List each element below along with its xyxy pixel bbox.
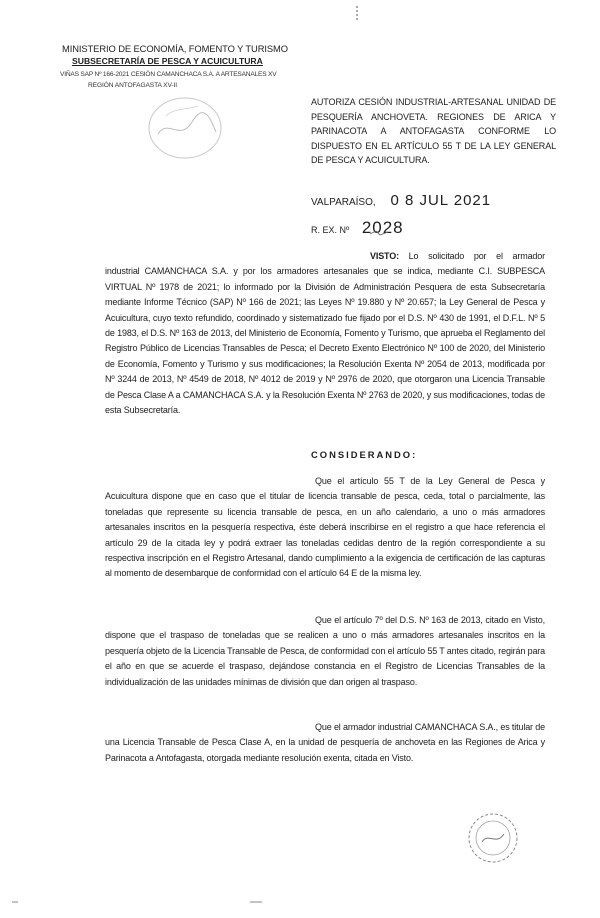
considerando-paragraph-1: Que el artículo 55 T de la Ley General de Pesca y Acuicultura dispone que en caso que el titular de licencia transable de pesca, ceda, total o parcialmente, las toneladas que represente su licencia transable de pesca, en un año calendario, a uno o más armadores artesanales inscritos en la pesquería respectiva, éste deberá inscribirse en el registro a que hace referencia el artículo 29 de la citada ley y podrá extraer las toneladas cedidas dentro de la región correspondiente a su respectiva inscripción en el Registro Artesanal, dando cumplimiento a la exigencia de certificación de las capturas al momento de desembarque de conformidad con el artículo 64 E de la misma ley. [105, 476, 545, 579]
subsecretaria-name: SUBSECRETARÍA DE PESCA Y ACUICULTURA [72, 56, 263, 66]
visto-text: Lo solicitado por el armador industrial CAMANCHACA S.A. y por los armadores artesanales que se indica, mediante C.I. SUBPESCA VIRTUAL Nº 1978 de 2021; lo informado por la División de Administración Pesquera de esta Subsecretaría mediante Informe Técnico (SAP) Nº 166 de 2021; las Leyes Nº 19.880 y Nº 20.657; la Ley General de Pesca y Acuicultura, cuyo texto refundido, coordinado y sistematizado fue fijado por el D.S. Nº 430 de 1991, el D.F.L. Nº 5 de 1983, el D.S. Nº 163 de 2013, del Ministerio de Economía, Fomento y Turismo, que aprueba el Reglamento del Registro Público de Licencias Transables de Pesca; el Decreto Exento Electrónico Nº 100 de 2020, del Ministerio de Economía, Fomento y Turismo y sus modificaciones; la Resolución Exenta Nº 2054 de 2013, modificada por Nº 3244 de 2013, Nº 4549 de 2018, Nº 4012 de 2019 y Nº 2976 de 2020, que otorgaron una Licencia Transable de Pesca Clase A a CAMANCHACA S.A. y la Resolución Exenta Nº 2763 de 2020, y sus modificaciones, todas de esta Subsecretaría. [105, 251, 545, 416]
initials-mark [368, 228, 392, 238]
faint-stamp-signature [140, 88, 230, 166]
reference-line-1: VIÑAS SAP Nº 166-2021 CESIÓN CAMANCHACA S.A. A ARTESANALES XV [60, 71, 277, 78]
official-seal-stamp [462, 810, 524, 866]
visto-label: VISTO: [370, 251, 399, 261]
resolution-label: R. EX. Nº [311, 225, 350, 235]
resolution-title: AUTORIZA CESIÓN INDUSTRIAL-ARTESANAL UNIDAD DE PESQUERÍA ANCHOVETA. REGIONES DE ARICA Y PARINACOTA A ANTOFAGASTA CONFORME LO DISPUESTO EN EL ARTÍCULO 55 T DE LA LEY GENERAL DE PESCA Y ACUICULTURA. [311, 97, 556, 165]
place-and-date [311, 192, 491, 209]
considerando-paragraph-3: Que el armador industrial CAMANCHACA S.A., es titular de una Licencia Transable de Pesca Clase A, en la unidad de pesquería de anchoveta en las Regiones de Arica y Parinacota a Antofagasta, otorgada mediante resolución exenta, citada en Visto. [105, 722, 545, 763]
resolution-number: 2028 [361, 218, 404, 237]
city: VALPARAÍSO, [311, 197, 376, 208]
ministry-name: MINISTERIO DE ECONOMÍA, FOMENTO Y TURISMO [62, 43, 288, 54]
considerando-heading: CONSIDERANDO: [311, 449, 418, 460]
scan-footer-marks [12, 898, 572, 906]
visto-paragraph [105, 249, 545, 418]
scan-mark [355, 6, 359, 20]
date-stamp: 0 8 JUL 2021 [390, 192, 492, 209]
reference-line-2: REGIÓN ANTOFAGASTA XV-II [88, 82, 177, 89]
considerando-paragraph-2: Que el artículo 7º del D.S. Nº 163 de 2013, citado en Visto, dispone que el traspaso de toneladas que se realicen a uno o más armadores artesanales inscritos en la pesquería objeto de la Licencia Transable de Pesca, de conformidad con el artículo 55 T antes citado, regirán para el año en que se acuerde el traspaso, dejándose constancia en el Registro de Licencias Transables de la individualización de las unidades mínimas de división que dan origen al traspaso. [105, 615, 545, 687]
